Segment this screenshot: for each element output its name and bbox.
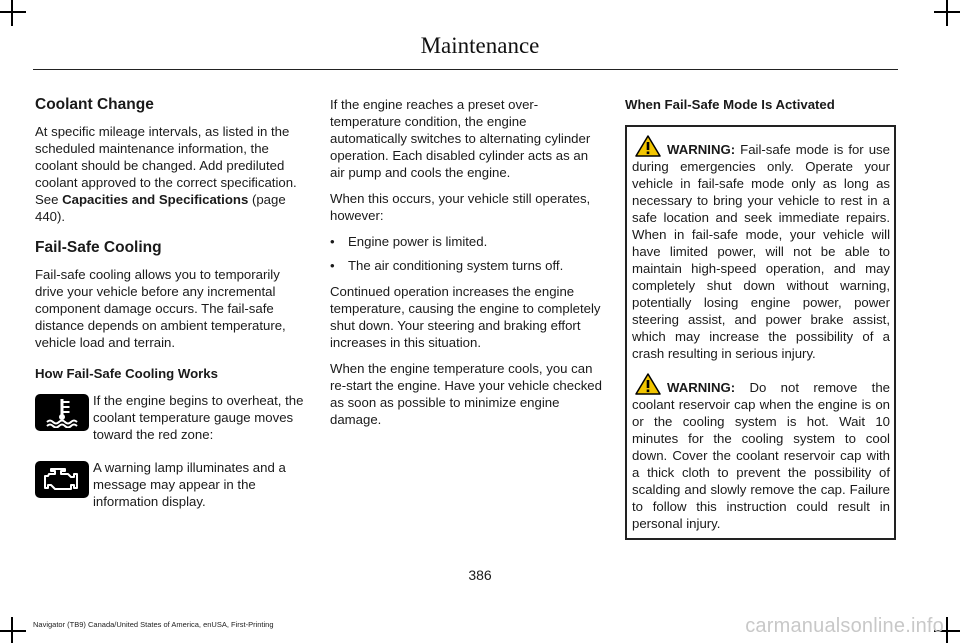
warning-paragraph-2: WARNING: Do not remove the coolant reservoir cap when the engine is on or the cooling system is hot. Wait 10 minutes for the cooling system to cool down. Cover the coolant reservoir cap with a thick cloth to prevent the possibility of scalding and slowly remove the cap. Failure to follow this instruction could result in personal injury. xyxy=(632,373,890,532)
over-temperature-paragraph: If the engine reaches a preset over-temperature condition, the engine automatically switches to alternating cylinder operation. Each disabled cylinder acts as an air pump and cools the engine. xyxy=(330,97,591,180)
list-item: • Engine power is limited. xyxy=(330,233,602,250)
indicator-row-coolant xyxy=(35,392,307,443)
warning-triangle-icon xyxy=(635,373,661,395)
capacities-link[interactable]: Capacities and Specifications xyxy=(62,192,249,207)
coolant-change-heading: Coolant Change xyxy=(35,96,154,113)
indicator-text-engine: A warning lamp illuminates and a message may appear in the information display. xyxy=(93,460,286,509)
warning-paragraph-1: WARNING: Fail-safe mode is for use during emergencies only. Operate your vehicle in fail-safe mode only as long as necessary to bring your vehicle to rest in a safe location and seek immediate repairs. When in fail-safe mode, your vehicle will have limited power, will not be able to maintain high-speed operation, and may completely shut down without warning, potentially losing engine power, power steering assist, and power brake assist, which may increase the possibility of a crash resulting in serious injury. xyxy=(632,135,890,362)
warning-triangle-icon xyxy=(635,135,661,157)
crop-mark-top-left-v xyxy=(11,0,13,26)
check-engine-icon xyxy=(35,461,89,498)
coolant-temperature-icon xyxy=(35,394,89,431)
limitations-list xyxy=(330,233,602,274)
page-header-title: Maintenance xyxy=(420,33,540,58)
crop-mark-bottom-left-h xyxy=(0,630,26,632)
fail-safe-cooling-heading: Fail-Safe Cooling xyxy=(35,239,162,256)
crop-mark-top-right-h xyxy=(934,11,960,13)
still-operates-paragraph: When this occurs, your vehicle still operates, however: xyxy=(330,191,591,223)
column-middle xyxy=(330,96,602,437)
crop-mark-top-right-v xyxy=(946,0,948,26)
indicator-row-engine xyxy=(35,459,307,510)
fail-safe-cooling-paragraph: Fail-safe cooling allows you to temporarily drive your vehicle before any incremental component damage occurs. The fail-safe distance depends on ambient temperature, vehicle load and terrain. xyxy=(35,267,286,350)
page-number: 386 xyxy=(468,567,492,583)
column-left xyxy=(35,96,307,520)
continued-operation-paragraph: Continued operation increases the engine temperature, causing the engine to completely shut down. Your steering and braking effort increases in this situation. xyxy=(330,284,601,350)
indicator-text-coolant: If the engine begins to overheat, the coolant temperature gauge moves toward the red zone: xyxy=(93,393,304,442)
restart-engine-paragraph: When the engine temperature cools, you can re-start the engine. Have your vehicle checked as soon as possible to minimize engine damage. xyxy=(330,361,602,427)
warning-label: WARNING: xyxy=(667,142,736,157)
column-right xyxy=(625,96,897,540)
crop-mark-top-left-h xyxy=(0,11,26,13)
header-rule xyxy=(33,69,898,70)
footer-edition: Navigator (TB9) Canada/United States of America, enUSA, First-Printing xyxy=(33,620,274,629)
how-fail-safe-heading: How Fail-Safe Cooling Works xyxy=(35,366,218,381)
list-item: • The air conditioning system turns off. xyxy=(330,257,602,274)
watermark: carmanualsonline.info xyxy=(745,615,944,637)
warning-label: WARNING: xyxy=(667,380,736,395)
fail-safe-activated-heading: When Fail-Safe Mode Is Activated xyxy=(625,97,835,112)
coolant-change-paragraph: At specific mileage intervals, as listed in the scheduled maintenance information, the coolant should be changed. Add prediluted coolant approved to the correct specification. See Capacities and Specifications (page 440). xyxy=(35,124,297,224)
warning-box xyxy=(625,125,896,540)
